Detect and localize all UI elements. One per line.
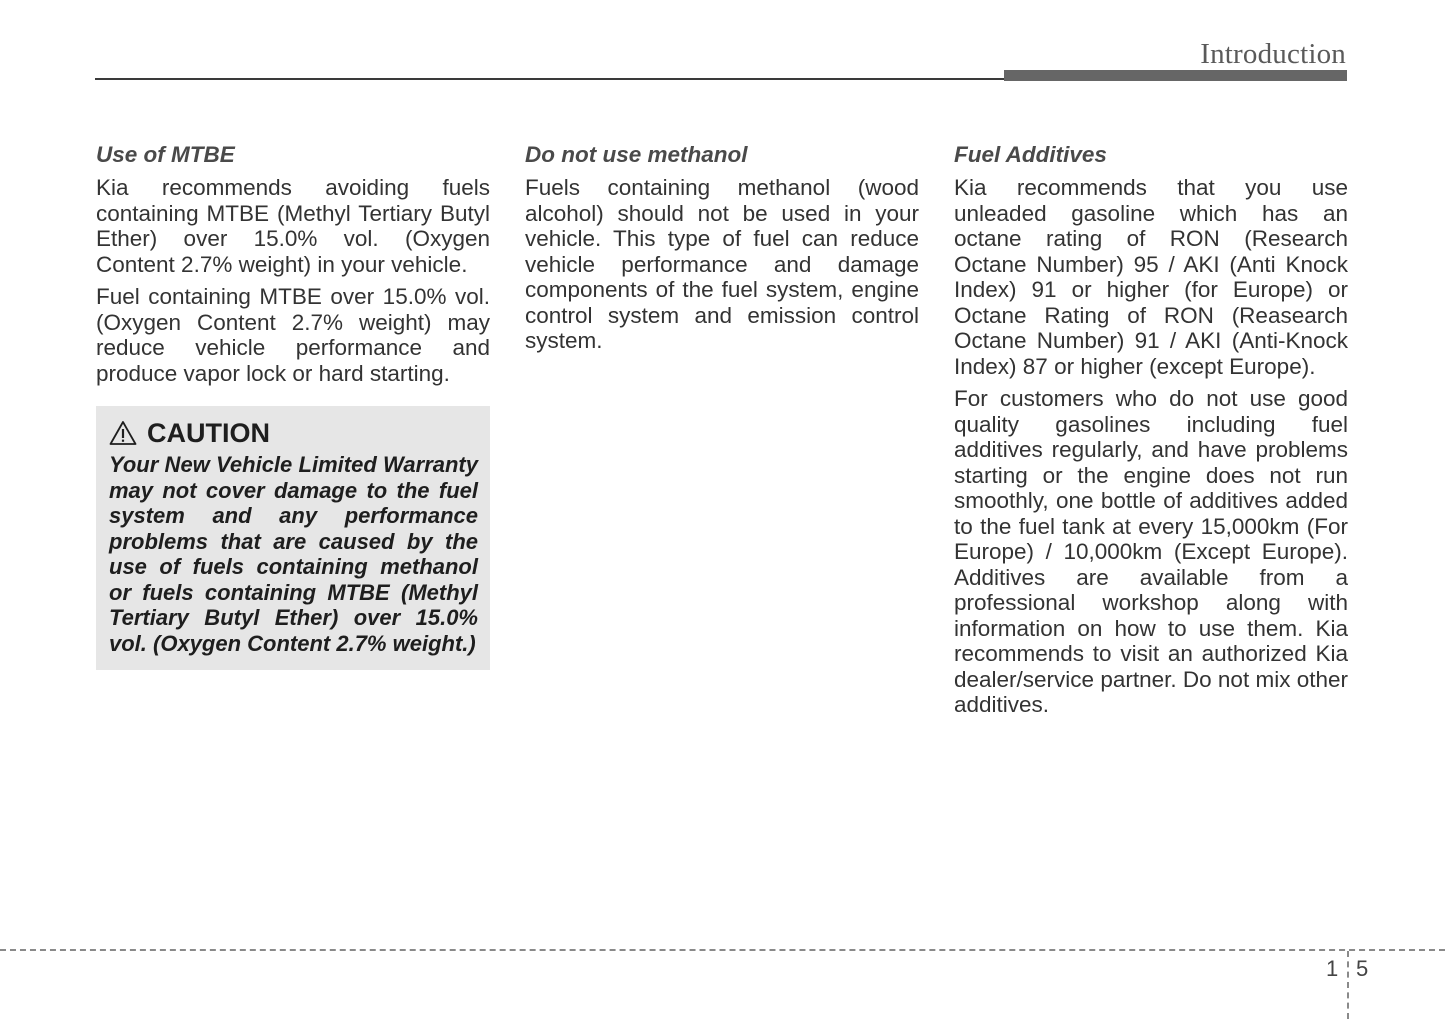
- paragraph: Kia recommends that you use unleaded gasoline which has an octane rating of RON (Research Octane Number) 95 / AKI (Anti Knock Index) 91 or higher (for Europe) or Octane Rating of RON (Reasearch Octane Number) 91 / AKI (Anti-Knock Index) 87 or higher (except Europe).: [954, 175, 1348, 379]
- footer-page-divider: [1347, 951, 1349, 1019]
- header-accent-bar: [1004, 70, 1347, 81]
- paragraph: For customers who do not use good quality gasolines including fuel additives regularly, and have problems starting or the engine does not run smoothly, one bottle of additives added to the fuel tank at every 15,000km (For Europe) / 10,000km (Except Europe). Additives are available from a professional workshop along with information on how to use them. Kia recommends to visit an authorized Kia dealer/service partner. Do not mix other additives.: [954, 386, 1348, 717]
- page-number: 5: [1356, 956, 1369, 981]
- header-rule: [95, 78, 1005, 80]
- section-heading-fuel-additives: Fuel Additives: [954, 142, 1107, 167]
- paragraph: Fuels containing methanol (wood alcohol) should not be used in your vehicle. This type of fuel can reduce vehicle performance and damage components of the fuel system, engine control system and emission control system.: [525, 175, 919, 353]
- chapter-number: 1: [1326, 956, 1339, 981]
- paragraph: Fuel containing MTBE over 15.0% vol. (Oxygen Content 2.7% weight) may reduce vehicle performance and produce vapor lock or hard starting.: [96, 284, 490, 386]
- section-heading-mtbe: Use of MTBE: [96, 142, 235, 167]
- caution-title: [109, 416, 478, 450]
- column-fuel-additives: [954, 140, 1348, 725]
- section-heading-methanol: Do not use methanol: [525, 142, 748, 167]
- footer-dashed-rule: [0, 949, 1445, 951]
- column-use-of-mtbe: [96, 140, 490, 670]
- caution-text: Your New Vehicle Limited Warranty may not cover damage to the fuel system and any performance problems that are caused by the use of fuels containing methanol or fuels containing MTBE (Methyl Tertiary Butyl Ether) over 15.0% vol. (Oxygen Content 2.7% weight.): [109, 452, 478, 656]
- caution-label: CAUTION: [147, 418, 270, 448]
- warning-triangle-icon: [109, 420, 137, 446]
- column-do-not-use-methanol: [525, 140, 919, 361]
- caution-box: [96, 406, 490, 670]
- page-header-title: Introduction: [1200, 38, 1346, 70]
- paragraph: Kia recommends avoiding fuels containing MTBE (Methyl Tertiary Butyl Ether) over 15.0% vol. (Oxygen Content 2.7% weight) in your vehicle.: [96, 175, 490, 277]
